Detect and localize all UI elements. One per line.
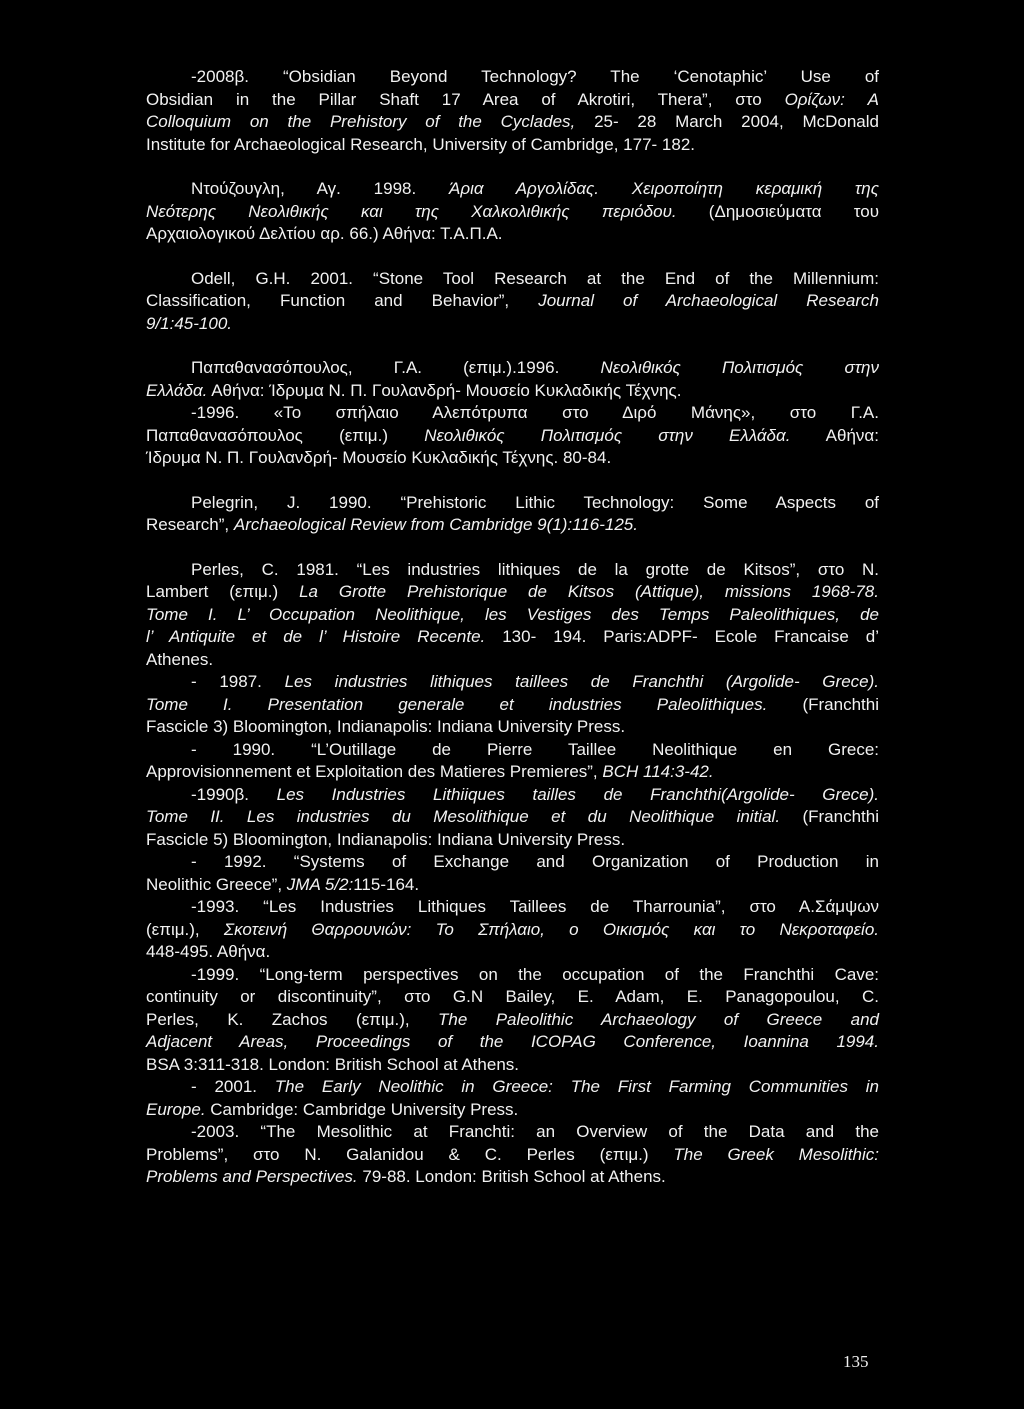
reference-line — [146, 716, 879, 739]
reference-text: - 1992. “Systems of Exchange and Organization of Production in — [191, 852, 879, 871]
reference-title-text: Νεότερης Νεολιθικής και της Χαλκολιθικής περιόδου. — [146, 201, 677, 221]
reference-title-text: Les Industries Lithiiques tailles de Franchthi(Argolide- Grece). — [276, 784, 879, 804]
reference-line — [146, 425, 879, 448]
reference-title-text: JMA 5/2: — [286, 874, 354, 894]
reference-line — [146, 268, 879, 291]
reference-line — [146, 514, 879, 537]
reference-text: 79-88. London: British School at Athens. — [357, 1167, 666, 1186]
reference-text: - 1987. — [191, 672, 285, 691]
reference-line — [146, 919, 879, 942]
reference-title-text: La Grotte Prehistorique de Kitsos (Attique), missions 1968-78. — [299, 582, 879, 601]
reference-title-text: Ορίζων: A — [784, 89, 879, 109]
page-number: 135 — [843, 1352, 869, 1371]
reference-title-text: Tome I. Presentation generale et industries Paleolithiques. — [146, 694, 768, 714]
reference-text: -1999. “Long-term perspectives on the occupation of the Franchthi Cave: — [191, 964, 879, 984]
reference-line — [146, 829, 879, 852]
reference-entry — [146, 357, 879, 470]
reference-line — [146, 1076, 879, 1099]
reference-text: Παπαθανασόπουλος, Γ.Α. (επιμ.).1996. — [191, 358, 601, 377]
reference-line — [146, 402, 879, 425]
reference-text: -1993. “Les Industries Lithiques Taillees de Tharrounia”, στο Α.Σάμψων — [191, 897, 879, 916]
reference-text: 25- 28 March 2004, McDonald — [575, 112, 879, 131]
reference-line — [146, 447, 879, 470]
reference-title-text: The Early Neolithic in Greece: The First Farming Communities in — [274, 1077, 879, 1096]
reference-text: (Δημοσιεύματα του — [676, 201, 880, 221]
reference-line — [146, 492, 879, 515]
reference-title-text: Ελλάδα. — [146, 380, 208, 400]
reference-text: Athenes. — [146, 649, 214, 669]
reference-title-text: Archaeological Review from Cambridge 9(1):116-125. — [233, 515, 638, 534]
reference-text: (Franchthi — [767, 694, 879, 714]
reference-text: Perles, K. Zachos (επιμ.), — [146, 1009, 439, 1029]
reference-text: Odell, G.H. 2001. “Stone Tool Research at the End of the Millennium: — [191, 268, 879, 288]
reference-line — [146, 89, 879, 112]
reference-entry — [146, 268, 879, 336]
reference-text: Lambert (επιμ.) — [146, 582, 300, 601]
reference-text: Problems”, στο N. Galanidou & C. Perles (επιμ.) — [146, 1144, 674, 1164]
reference-text: Research”, — [146, 515, 234, 534]
reference-line — [146, 1031, 879, 1054]
reference-title-text: Adjacent Areas, Proceedings of the ICOPAG Conference, Ioannina 1994. — [146, 1032, 879, 1051]
reference-line — [146, 806, 879, 829]
reference-line — [146, 874, 879, 897]
reference-title-text: Άρια Αργολίδας. Χειροποίητη κεραμική της — [449, 179, 879, 198]
reference-text: Ντούζουγλη, Αγ. 1998. — [191, 179, 449, 198]
reference-text: -1996. «Το σπήλαιο Αλεπότρυπα στο Διρό Μάνης», στο Γ.Α. — [191, 403, 879, 422]
reference-line — [146, 1144, 879, 1167]
reference-line — [146, 739, 879, 762]
reference-title-text: Νεολιθικός Πολιτισμός στην Ελλάδα. — [424, 425, 791, 445]
reference-line — [146, 941, 879, 964]
reference-text: Cambridge: Cambridge University Press. — [205, 1099, 519, 1119]
reference-line — [146, 178, 879, 201]
reference-text: Obsidian in the Pillar Shaft 17 Area of Akrotiri, Thera”, στο — [146, 89, 785, 109]
reference-entry — [146, 178, 879, 246]
reference-text: Classification, Function and Behavior”, — [146, 291, 539, 310]
reference-line — [146, 851, 879, 874]
reference-title-text: Journal of Archaeological Research — [538, 291, 880, 310]
reference-text: - 2001. — [191, 1077, 275, 1096]
reference-title-text: 9/1:45-100. — [146, 313, 233, 333]
reference-title-text: Europe. — [146, 1099, 206, 1119]
reference-text: Παπαθανασόπουλος (επιμ.) — [146, 425, 425, 445]
reference-text: - 1990. “L’Outillage de Pierre Taillee Neolithique en Grece: — [191, 739, 879, 759]
reference-text: Αθήνα: Ίδρυμα Ν. Π. Γουλανδρή- Μουσείο Κυκλαδικής Τέχνης. — [207, 380, 682, 400]
reference-title-text: Σκοτεινή Θαρρουνιών: Το Σπήλαιο, ο Οικισμός και το Νεκροταφείο. — [223, 919, 880, 939]
reference-line — [146, 694, 879, 717]
reference-line — [146, 761, 879, 784]
reference-line — [146, 1054, 879, 1077]
reference-title-text: The Greek Mesolithic: — [673, 1144, 879, 1164]
reference-text: Αθήνα: — [790, 425, 879, 445]
reference-line — [146, 223, 879, 246]
reference-text: -2008β. “Obsidian Beyond Technology? The ‘Cenotaphic’ Use of — [191, 67, 879, 86]
reference-line — [146, 313, 879, 336]
reference-title-text: BCH 114:3-42. — [602, 762, 714, 781]
reference-line — [146, 986, 879, 1009]
reference-line — [146, 896, 879, 919]
reference-text: Neolithic Greece”, — [146, 874, 287, 894]
reference-title-text: Νεολιθικός Πολιτισμός στην — [600, 358, 879, 377]
reference-line — [146, 111, 879, 134]
reference-title-text: Tome II. Les industries du Mesolithique et du Neolithique initial. — [146, 807, 781, 826]
reference-line — [146, 201, 879, 224]
reference-entry — [146, 492, 879, 537]
reference-line — [146, 380, 879, 403]
reference-text: 115-164. — [353, 874, 420, 894]
reference-line — [146, 1121, 879, 1144]
reference-title-text: The Paleolithic Archaeology of Greece and — [438, 1009, 880, 1029]
reference-text: (επιμ.), — [146, 919, 224, 939]
reference-text: Ίδρυμα Ν. Π. Γουλανδρή- Μουσείο Κυκλαδικής Τέχνης. 80-84. — [146, 448, 612, 467]
reference-text: Institute for Archaeological Research, University of Cambridge, 177- 182. — [146, 134, 695, 154]
reference-text: Αρχαιολογικού Δελτίου αρ. 66.) Αθήνα: Τ.Α.Π.Α. — [146, 224, 503, 243]
reference-text: (Franchthi — [780, 807, 879, 826]
reference-title-text: Les industries lithiques taillees de Franchthi (Argolide- Grece). — [284, 672, 879, 691]
reference-line — [146, 1166, 879, 1189]
reference-text: Fascicle 3) Bloomington, Indianapolis: Indiana University Press. — [146, 717, 626, 736]
reference-text: Approvisionnement et Exploitation des Matieres Premieres”, — [146, 762, 603, 781]
reference-text: continuity or discontinuity”, στο G.N Bailey, E. Adam, E. Panagopoulou, C. — [146, 987, 879, 1006]
reference-line — [146, 66, 879, 89]
reference-text: -2003. “The Mesolithic at Franchti: an Overview of the Data and the — [191, 1122, 879, 1141]
reference-line — [146, 671, 879, 694]
reference-title-text: Problems and Perspectives. — [146, 1167, 358, 1186]
reference-line — [146, 964, 879, 987]
reference-text: Perles, C. 1981. “Les industries lithiques de la grotte de Kitsos”, στο N. — [191, 559, 879, 579]
reference-line — [146, 784, 879, 807]
reference-line — [146, 357, 879, 380]
reference-text: 130- 194. Paris:ADPF- Ecole Francaise d’ — [485, 627, 879, 646]
reference-entry — [146, 559, 879, 1189]
bibliography-page — [146, 66, 879, 1211]
reference-title-text: Colloquium on the Prehistory of the Cyclades, — [146, 112, 576, 131]
reference-line — [146, 626, 879, 649]
reference-text: BSA 3:311-318. London: British School at Athens. — [146, 1054, 519, 1074]
reference-line — [146, 134, 879, 157]
reference-title-text: Tome I. L’ Occupation Neolithique, les Vestiges des Temps Paleolithiques, de — [146, 604, 879, 624]
reference-line — [146, 559, 879, 582]
reference-text: Fascicle 5) Bloomington, Indianapolis: Indiana University Press. — [146, 829, 626, 849]
reference-line — [146, 1009, 879, 1032]
reference-line — [146, 649, 879, 672]
reference-text: Pelegrin, J. 1990. “Prehistoric Lithic Technology: Some Aspects of — [191, 492, 879, 512]
reference-title-text: l’ Antiquite et de l’ Histoire Recente. — [146, 627, 486, 646]
reference-text: 448-495. Αθήνα. — [146, 942, 271, 961]
reference-line — [146, 1099, 879, 1122]
reference-line — [146, 604, 879, 627]
reference-line — [146, 290, 879, 313]
reference-line — [146, 581, 879, 604]
reference-entry — [146, 66, 879, 156]
reference-text: -1990β. — [191, 784, 277, 804]
